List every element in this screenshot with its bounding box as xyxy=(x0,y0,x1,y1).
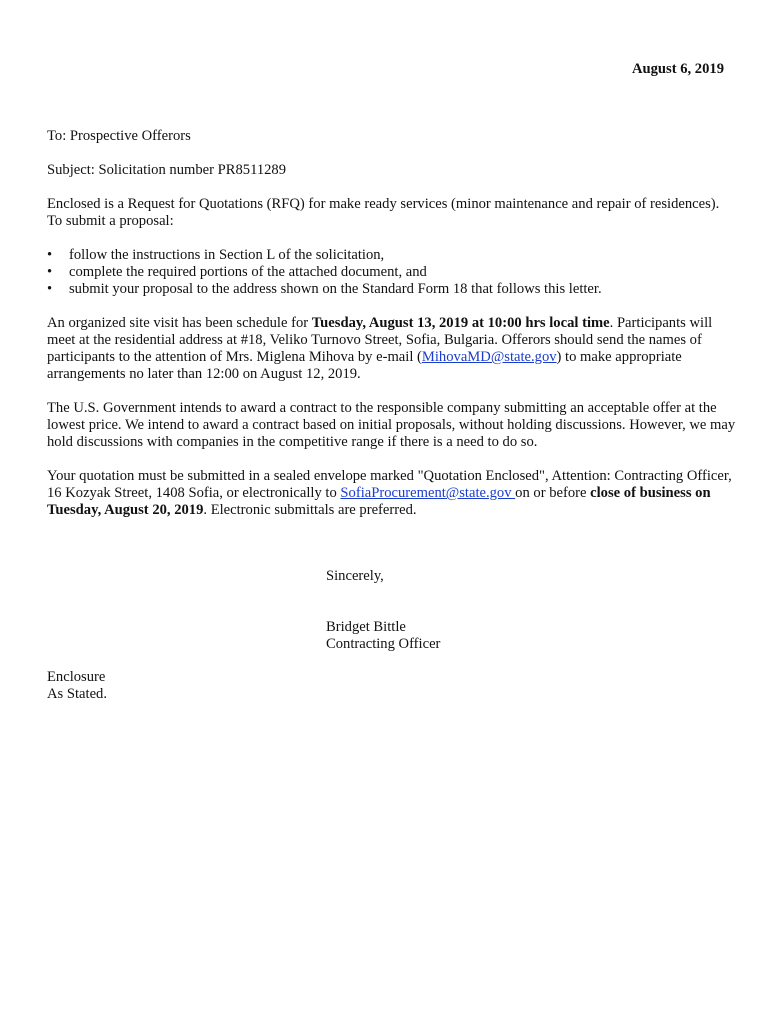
site-visit-details: . Participants will meet at the residential address at #18, Veliko Turnovo Street, Sofia, Bulgaria. Offerors should send the names of participants to the attention of Mrs. Miglena Mihova by e-mail ( xyxy=(47,315,713,365)
submission-lead: Your quotation must be submitted in a sealed envelope marked "Quotation Enclosed", Attention: Contracting Officer, 16 Kozyak Street, 1408 Sofia, or electronically to xyxy=(47,468,732,501)
bullet-icon: • xyxy=(47,264,53,280)
letter-body xyxy=(47,128,737,536)
list-item-text: complete the required portions of the attached document, and xyxy=(69,264,427,280)
list-item xyxy=(47,281,737,298)
submission-tail: . Electronic submittals are preferred. xyxy=(203,502,417,518)
submission-paragraph xyxy=(47,468,737,519)
enclosure-note: As Stated. xyxy=(47,686,107,702)
award-paragraph: The U.S. Government intends to award a contract to the responsible company submitting an acceptable offer at the lowest price. We intend to award a contract based on initial proposals, without holding discussions. However, we may hold discussions with companies in the competitive range if there is a need to do so. xyxy=(47,400,736,450)
letter-date: August 6, 2019 xyxy=(631,61,724,77)
list-item-text: follow the instructions in Section L of the solicitation, xyxy=(69,247,385,263)
recipient-line: To: Prospective Offerors xyxy=(47,128,191,144)
list-item xyxy=(47,247,737,264)
signer-name: Bridget Bittle xyxy=(326,619,406,635)
site-visit-paragraph xyxy=(47,315,737,383)
closing-salutation: Sincerely, xyxy=(326,568,384,584)
list-item xyxy=(47,264,737,281)
signature-block xyxy=(326,568,440,653)
mihova-email-link[interactable]: MihovaMD@state.gov xyxy=(421,349,557,365)
site-visit-lead: An organized site visit has been schedule for xyxy=(47,315,312,331)
signer-title: Contracting Officer xyxy=(326,636,441,652)
submission-middle: on or before xyxy=(515,485,591,501)
subject-line: Subject: Solicitation number PR8511289 xyxy=(47,162,287,178)
bullet-icon: • xyxy=(47,281,53,297)
site-visit-tail: ) to make appropriate arrangements no later than 12:00 on August 12, 2019. xyxy=(47,349,682,382)
enclosure-label: Enclosure xyxy=(47,669,106,685)
instructions-list xyxy=(47,247,737,298)
site-visit-datetime: Tuesday, August 13, 2019 at 10:00 hrs local time xyxy=(311,315,610,331)
procurement-email-link[interactable]: SofiaProcurement@state.gov xyxy=(340,485,516,501)
enclosure-block xyxy=(47,669,107,703)
intro-paragraph: Enclosed is a Request for Quotations (RFQ) for make ready services (minor maintenance and repair of residences). To submit a proposal: xyxy=(47,196,720,229)
list-item-text: submit your proposal to the address shown on the Standard Form 18 that follows this letter. xyxy=(69,281,602,297)
submission-deadline: close of business on Tuesday, August 20, 2019 xyxy=(47,485,711,518)
bullet-icon: • xyxy=(47,247,53,263)
